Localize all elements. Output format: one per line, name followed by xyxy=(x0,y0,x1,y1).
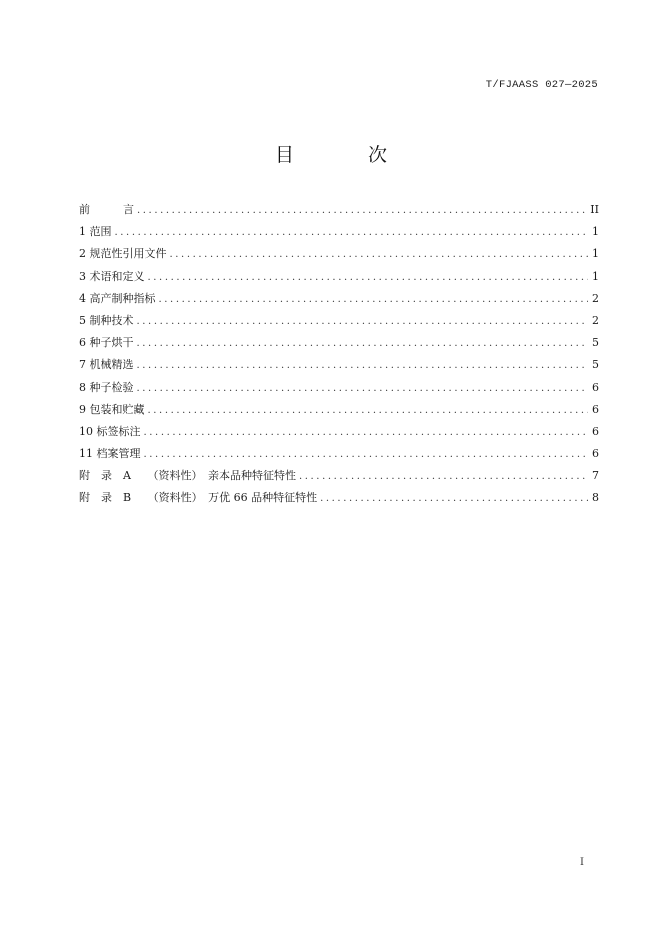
toc-entry-5[interactable] xyxy=(79,310,599,332)
toc-leader-dots xyxy=(137,311,589,332)
toc-entry-label: 1 范围 xyxy=(79,225,112,239)
toc-entry-label: 3 术语和定义 xyxy=(79,269,145,283)
toc-entry-4[interactable] xyxy=(79,288,599,310)
toc-title: 目 次 xyxy=(274,144,422,166)
toc-entry-7[interactable] xyxy=(79,354,599,376)
toc-entry-page: 5 xyxy=(592,358,599,372)
toc-entry-label: 前 言 xyxy=(79,203,134,216)
toc-entry-page: 1 xyxy=(592,247,599,261)
toc-leader-dots xyxy=(148,400,589,421)
toc-entry-page: 2 xyxy=(592,291,599,305)
toc-leader-dots xyxy=(299,466,588,487)
page-number: I xyxy=(580,857,584,868)
toc-leader-dots xyxy=(148,267,589,288)
toc-entry-label: 9 包装和贮藏 xyxy=(79,402,145,416)
table-of-contents xyxy=(79,199,599,510)
toc-entry-page: 8 xyxy=(592,491,599,505)
toc-leader-dots xyxy=(137,355,589,376)
toc-entry-page: 6 xyxy=(592,424,599,438)
toc-entry-foreword[interactable] xyxy=(79,199,599,221)
toc-leader-dots xyxy=(137,333,589,354)
toc-leader-dots xyxy=(115,222,589,243)
toc-entry-6[interactable] xyxy=(79,332,599,354)
toc-entry-appendix-b[interactable] xyxy=(79,487,599,509)
toc-entry-1[interactable] xyxy=(79,221,599,243)
toc-entry-label: 11 档案管理 xyxy=(79,447,141,461)
toc-entry-page: 7 xyxy=(592,469,599,483)
toc-leader-dots xyxy=(320,488,588,509)
toc-leader-dots xyxy=(144,444,589,465)
toc-entry-appendix-a[interactable] xyxy=(79,465,599,487)
toc-entry-page: 6 xyxy=(592,402,599,416)
toc-entry-3[interactable] xyxy=(79,266,599,288)
toc-entry-label: 附 录 B （资料性） 万优 66 品种特征特性 xyxy=(79,491,318,505)
toc-leader-dots xyxy=(137,200,587,221)
toc-entry-page: 1 xyxy=(592,225,599,239)
toc-entry-10[interactable] xyxy=(79,421,599,443)
toc-leader-dots xyxy=(170,244,589,265)
toc-leader-dots xyxy=(144,422,589,443)
toc-entry-page: 5 xyxy=(592,336,599,350)
toc-entry-9[interactable] xyxy=(79,399,599,421)
toc-entry-11[interactable] xyxy=(79,443,599,465)
toc-entry-label: 2 规范性引用文件 xyxy=(79,247,167,261)
toc-entry-page: 2 xyxy=(592,313,599,327)
toc-entry-label: 6 种子烘干 xyxy=(79,336,134,350)
toc-entry-page: 6 xyxy=(592,380,599,394)
toc-entry-label: 8 种子检验 xyxy=(79,380,134,394)
toc-entry-8[interactable] xyxy=(79,377,599,399)
toc-entry-label: 5 制种技术 xyxy=(79,313,134,327)
toc-entry-label: 10 标签标注 xyxy=(79,424,141,438)
toc-entry-label: 4 高产制种指标 xyxy=(79,291,156,305)
toc-entry-page: 1 xyxy=(592,269,599,283)
toc-entry-label: 7 机械精选 xyxy=(79,358,134,372)
toc-leader-dots xyxy=(159,289,589,310)
toc-entry-page: 6 xyxy=(592,447,599,461)
toc-entry-label: 附 录 A （资料性） 亲本品种特征特性 xyxy=(79,469,296,483)
toc-entry-2[interactable] xyxy=(79,243,599,265)
document-code: T/FJAASS 027—2025 xyxy=(485,79,598,91)
toc-entry-page: II xyxy=(590,203,599,216)
toc-leader-dots xyxy=(137,378,589,399)
